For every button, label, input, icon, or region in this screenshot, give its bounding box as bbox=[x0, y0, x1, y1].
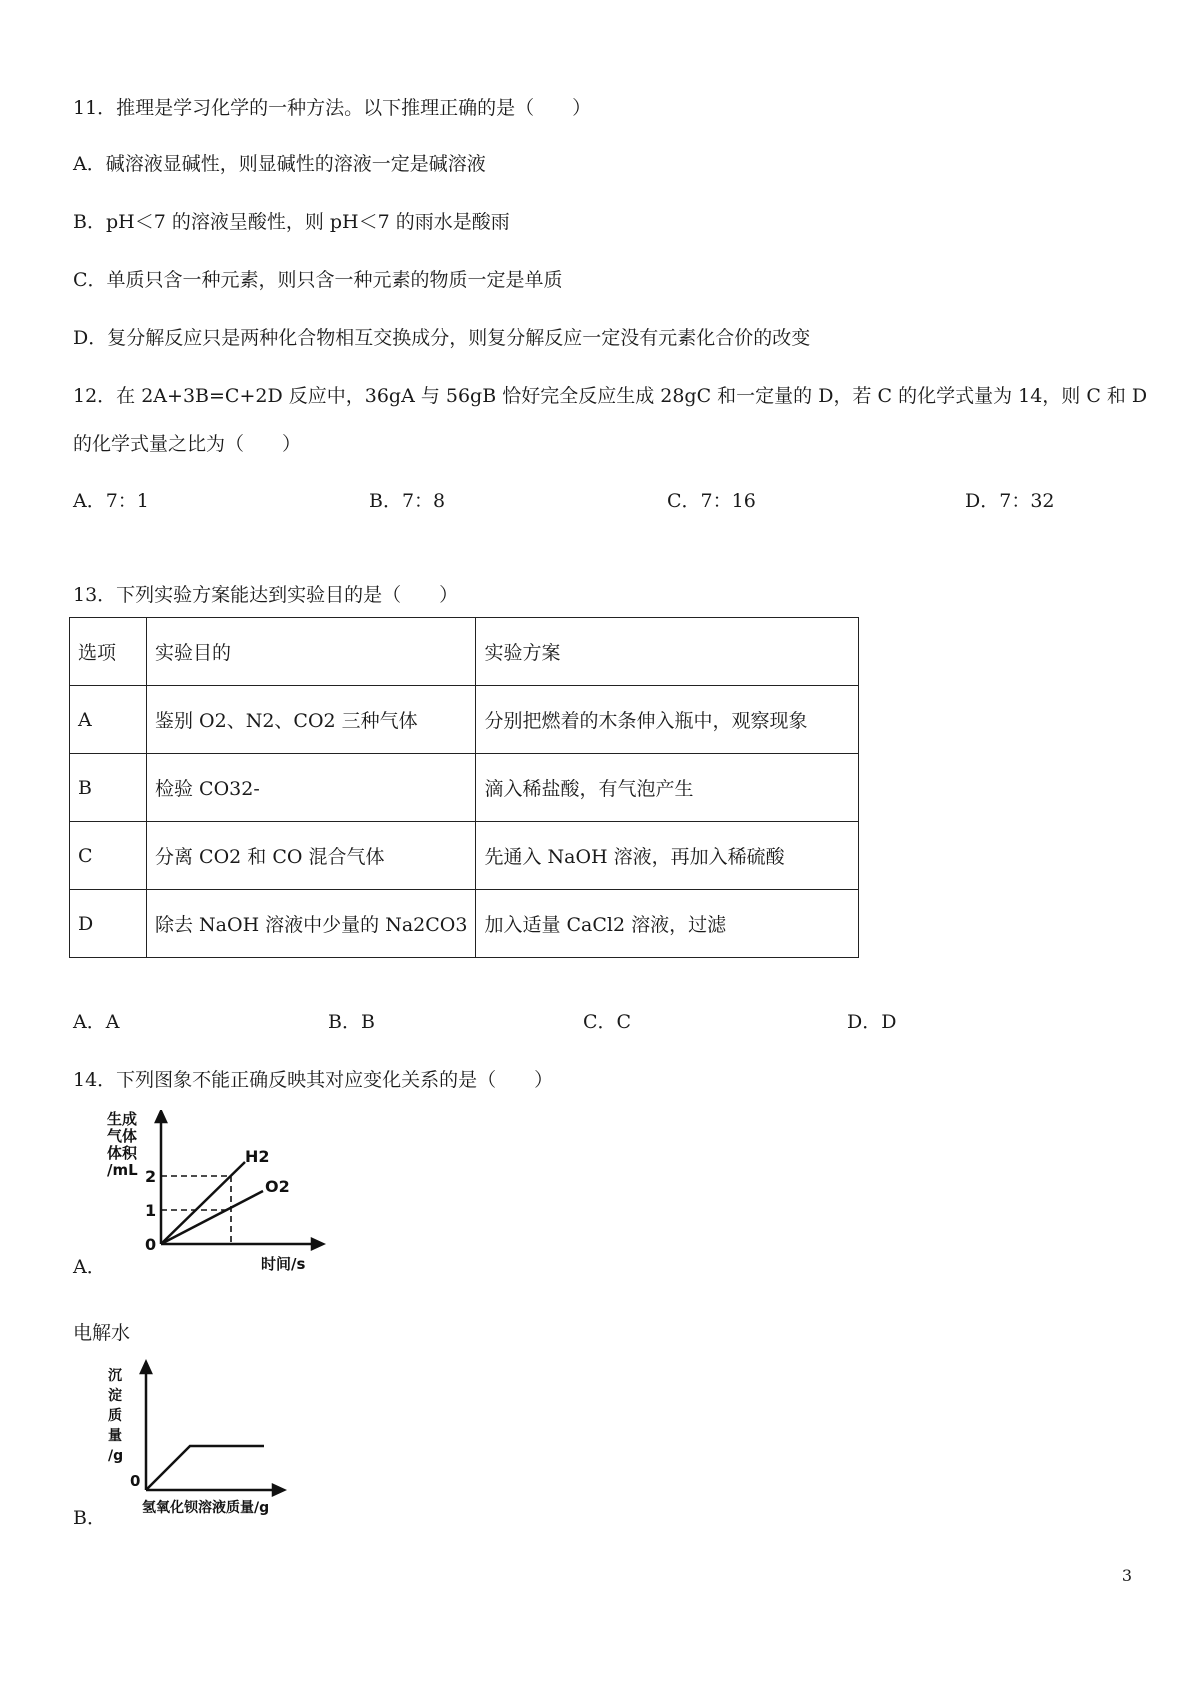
graph-a-series-h2: H2 bbox=[245, 1147, 270, 1166]
table-cell: A bbox=[70, 686, 147, 754]
table-cell: 除去 NaOH 溶液中少量的 Na2CO3 bbox=[147, 890, 476, 958]
table-header-cell: 实验目的 bbox=[147, 618, 476, 686]
q11-option-c: C．单质只含一种元素，则只含一种元素的物质一定是单质 bbox=[73, 269, 563, 291]
experiment-table bbox=[69, 617, 859, 958]
graph-a-ylabel-1: 生成 bbox=[107, 1110, 138, 1128]
graph-a-o2-line bbox=[161, 1191, 263, 1244]
graph-a-series-o2: O2 bbox=[265, 1177, 290, 1196]
table-cell: 分别把燃着的木条伸入瓶中，观察现象 bbox=[476, 686, 859, 754]
q14-option-a-caption: 电解水 bbox=[73, 1322, 131, 1344]
table-cell: 分离 CO2 和 CO 混合气体 bbox=[147, 822, 476, 890]
graph-b-origin: 0 bbox=[130, 1472, 141, 1490]
q12-option-a: A．7：1 bbox=[73, 490, 149, 512]
graph-a-y-arrow bbox=[156, 1111, 166, 1122]
q11-option-b: B．pH＜7 的溶液呈酸性，则 pH＜7 的雨水是酸雨 bbox=[73, 211, 510, 233]
graph-b-curve bbox=[146, 1446, 264, 1490]
table-header-row bbox=[70, 618, 859, 686]
table-cell: 先通入 NaOH 溶液，再加入稀硫酸 bbox=[476, 822, 859, 890]
table-cell: B bbox=[70, 754, 147, 822]
graph-a-ylabel-2: 气体 bbox=[107, 1127, 138, 1145]
graph-b-xlabel: 氢氧化钡溶液质量/g bbox=[142, 1500, 270, 1516]
q13-option-b: B．B bbox=[328, 1011, 375, 1033]
table-row bbox=[70, 686, 859, 754]
table-header-cell: 选项 bbox=[70, 618, 147, 686]
q11-stem: 11．推理是学习化学的一种方法。以下推理正确的是（ ） bbox=[73, 97, 592, 119]
q12-option-b: B．7：8 bbox=[369, 490, 446, 512]
q13-option-c: C．C bbox=[583, 1011, 632, 1033]
q11-option-a: A．碱溶液显碱性，则显碱性的溶液一定是碱溶液 bbox=[73, 153, 486, 175]
table-cell: 加入适量 CaCl2 溶液，过滤 bbox=[476, 890, 859, 958]
graph-b-ylabel-2: 淀 bbox=[108, 1388, 122, 1404]
table-cell: 检验 CO32- bbox=[147, 754, 476, 822]
graph-a-origin: 0 bbox=[145, 1235, 157, 1254]
graph-a-ylabel-3: 体积 bbox=[107, 1144, 138, 1162]
q11-option-d: D．复分解反应只是两种化合物相互交换成分，则复分解反应一定没有元素化合价的改变 bbox=[73, 327, 811, 349]
q13-option-a: A．A bbox=[73, 1011, 120, 1033]
q13-stem: 13．下列实验方案能达到实验目的是（ ） bbox=[73, 584, 459, 606]
graph-b-ylabel-1: 沉 bbox=[108, 1368, 122, 1384]
electrolysis-graph bbox=[105, 1110, 335, 1275]
q14-stem: 14．下列图象不能正确反映其对应变化关系的是（ ） bbox=[73, 1069, 554, 1091]
graph-b-y-arrow bbox=[141, 1362, 151, 1373]
q14-option-a-label: A． bbox=[73, 1256, 106, 1278]
table-cell: 滴入稀盐酸，有气泡产生 bbox=[476, 754, 859, 822]
q12-option-d: D．7：32 bbox=[965, 490, 1055, 512]
q14-option-b-label: B． bbox=[73, 1507, 106, 1529]
table-row bbox=[70, 822, 859, 890]
graph-a-ytick-2: 2 bbox=[145, 1167, 157, 1186]
graph-a-x-arrow bbox=[312, 1239, 323, 1249]
graph-b-x-arrow bbox=[273, 1485, 284, 1495]
q12-option-c: C．7：16 bbox=[667, 490, 756, 512]
table-cell: C bbox=[70, 822, 147, 890]
graph-a-ytick-1: 1 bbox=[145, 1201, 157, 1220]
graph-b-ylabel-4: 量 bbox=[108, 1428, 122, 1444]
graph-b-ylabel-5: /g bbox=[108, 1448, 124, 1464]
q13-option-d: D．D bbox=[847, 1011, 897, 1033]
page-number: 3 bbox=[1121, 1566, 1132, 1585]
table-cell: 鉴别 O2、N2、CO2 三种气体 bbox=[147, 686, 476, 754]
table-cell: D bbox=[70, 890, 147, 958]
graph-a-xlabel: 时间/s bbox=[261, 1255, 306, 1273]
table-row bbox=[70, 754, 859, 822]
q12-stem-line2: 的化学式量之比为（ ） bbox=[73, 433, 302, 455]
graph-a-h2-line bbox=[161, 1162, 245, 1244]
q12-stem-line1: 12．在 2A+3B=C+2D 反应中，36gA 与 56gB 恰好完全反应生成 28gC 和一定量的 D，若 C 的化学式量为 14，则 C 和 D bbox=[73, 385, 1148, 407]
table-header-cell: 实验方案 bbox=[476, 618, 859, 686]
precipitate-graph bbox=[104, 1358, 329, 1518]
graph-a-ylabel-4: /mL bbox=[107, 1161, 138, 1179]
graph-b-ylabel-3: 质 bbox=[108, 1408, 122, 1424]
table-row bbox=[70, 890, 859, 958]
